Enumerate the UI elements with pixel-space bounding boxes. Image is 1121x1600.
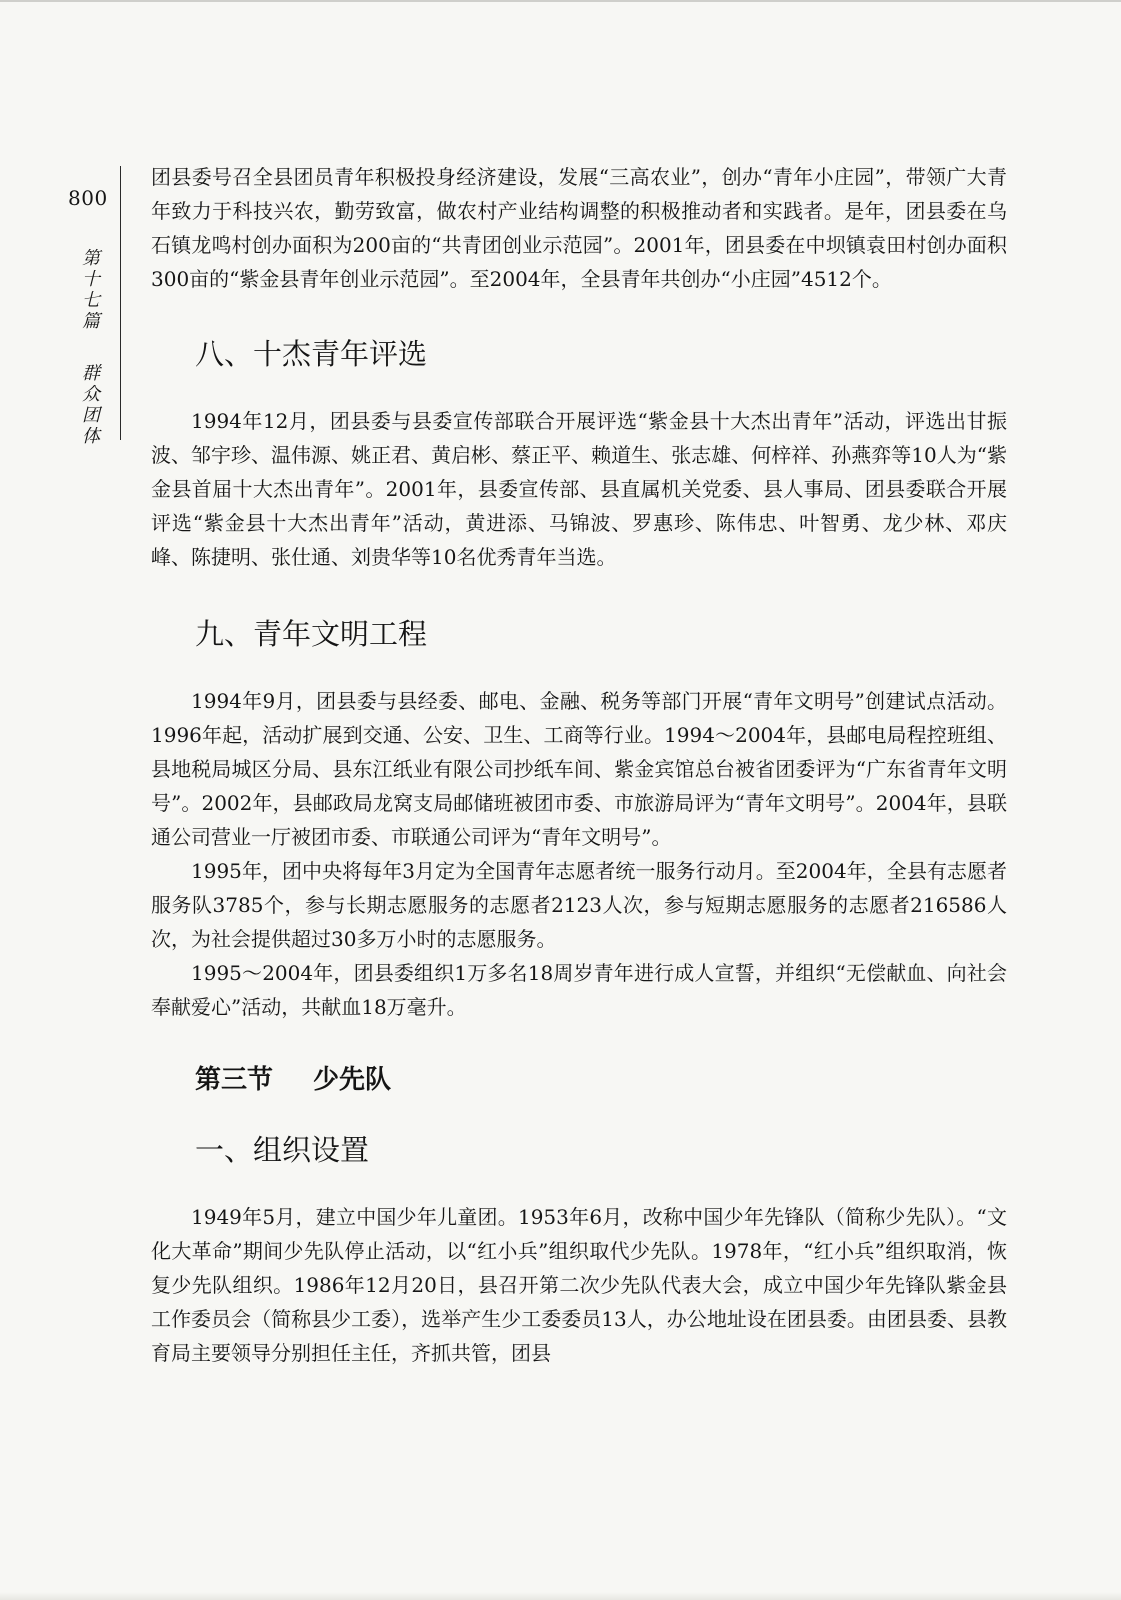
paragraph-youth-civilization-3: 1995～2004年，团县委组织1万多名18周岁青年进行成人宣誓，并组织“无偿献血、向社会奉献爱心”活动，共献血18万毫升。 xyxy=(151,961,1007,1019)
paragraph-ten-outstanding-youth: 1994年12月，团县委与县委宣传部联合开展评选“紫金县十大杰出青年”活动，评选出甘振波、邹宇珍、温伟源、姚正君、黄启彬、蔡正平、赖道生、张志雄、何梓祥、孙燕弈等10人为“紫金县首届十大杰出青年”。2001年，县委宣传部、县直属机关党委、县人事局、团县委联合开展评选“紫金县十大杰出青年”活动，黄进添、马锦波、罗惠珍、陈伟忠、叶智勇、龙少林、邓庆峰、陈捷明、张仕通、刘贵华等10名优秀青年当选。 xyxy=(151,409,1007,569)
page-body xyxy=(151,160,1007,1370)
side-running-title xyxy=(78,248,100,447)
heading-organization: 一、组织设置 xyxy=(195,1133,370,1167)
intro-paragraph: 团县委号召全县团员青年积极投身经济建设，发展“三高农业”，创办“青年小庄园”，带领广大青年致力于科技兴农，勤劳致富，做农村产业结构调整的积极推动者和实践者。是年，团县委在乌石镇龙鸣村创办面积为200亩的“共青团创业示范园”。2001年，团县委在中坝镇袁田村创办面积300亩的“紫金县青年创业示范园”。至2004年，全县青年共创办“小庄园”4512个。 xyxy=(151,165,1007,291)
paragraph-youth-civilization-1: 1994年9月，团县委与县经委、邮电、金融、税务等部门开展“青年文明号”创建试点活动。1996年起，活动扩展到交通、公安、卫生、工商等行业。1994～2004年，县邮电局程控班组、县地税局城区分局、县东江纸业有限公司抄纸车间、紫金宾馆总台被省团委评为“广东省青年文明号”。2002年，县邮政局龙窝支局邮储班被团市委、市旅游局评为“青年文明号”。2004年，县联通公司营业一厅被团市委、市联通公司评为“青年文明号”。 xyxy=(151,689,1007,849)
chapter-name: 少先队 xyxy=(313,1065,392,1095)
side-title-part: 第十七篇 xyxy=(79,248,100,332)
chapter-heading xyxy=(151,1060,1007,1100)
paragraph-youth-civilization-2: 1995年，团中央将每年3月定为全国青年志愿者统一服务行动月。至2004年，全县有志愿者服务队3785个，参与长期志愿服务的志愿者2123人次，参与短期志愿服务的志愿者216586人次，为社会提供超过30多万小时的志愿服务。 xyxy=(151,859,1007,951)
margin-rule xyxy=(120,166,121,440)
side-title-name: 群众团体 xyxy=(79,363,100,448)
page-bottom-edge xyxy=(0,1592,1121,1600)
heading-youth-civilization: 九、青年文明工程 xyxy=(195,617,428,651)
page-number: 800 xyxy=(68,186,108,210)
heading-ten-outstanding-youth: 八、十杰青年评选 xyxy=(195,337,428,371)
paragraph-organization: 1949年5月，建立中国少年儿童团。1953年6月，改称中国少年先锋队（简称少先队）。“文化大革命”期间少先队停止活动，以“红小兵”组织取代少先队。1978年，“红小兵”组织取消，恢复少先队组织。1986年12月20日，县召开第二次少先队代表大会，成立中国少年先锋队紫金县工作委员会（简称县少工委），选举产生少工委委员13人，办公地址设在团县委。由团县委、县教育局主要领导分别担任主任，齐抓共管，团县 xyxy=(151,1205,1007,1365)
chapter-label: 第三节 xyxy=(195,1065,274,1095)
page-top-edge xyxy=(0,0,1121,2)
